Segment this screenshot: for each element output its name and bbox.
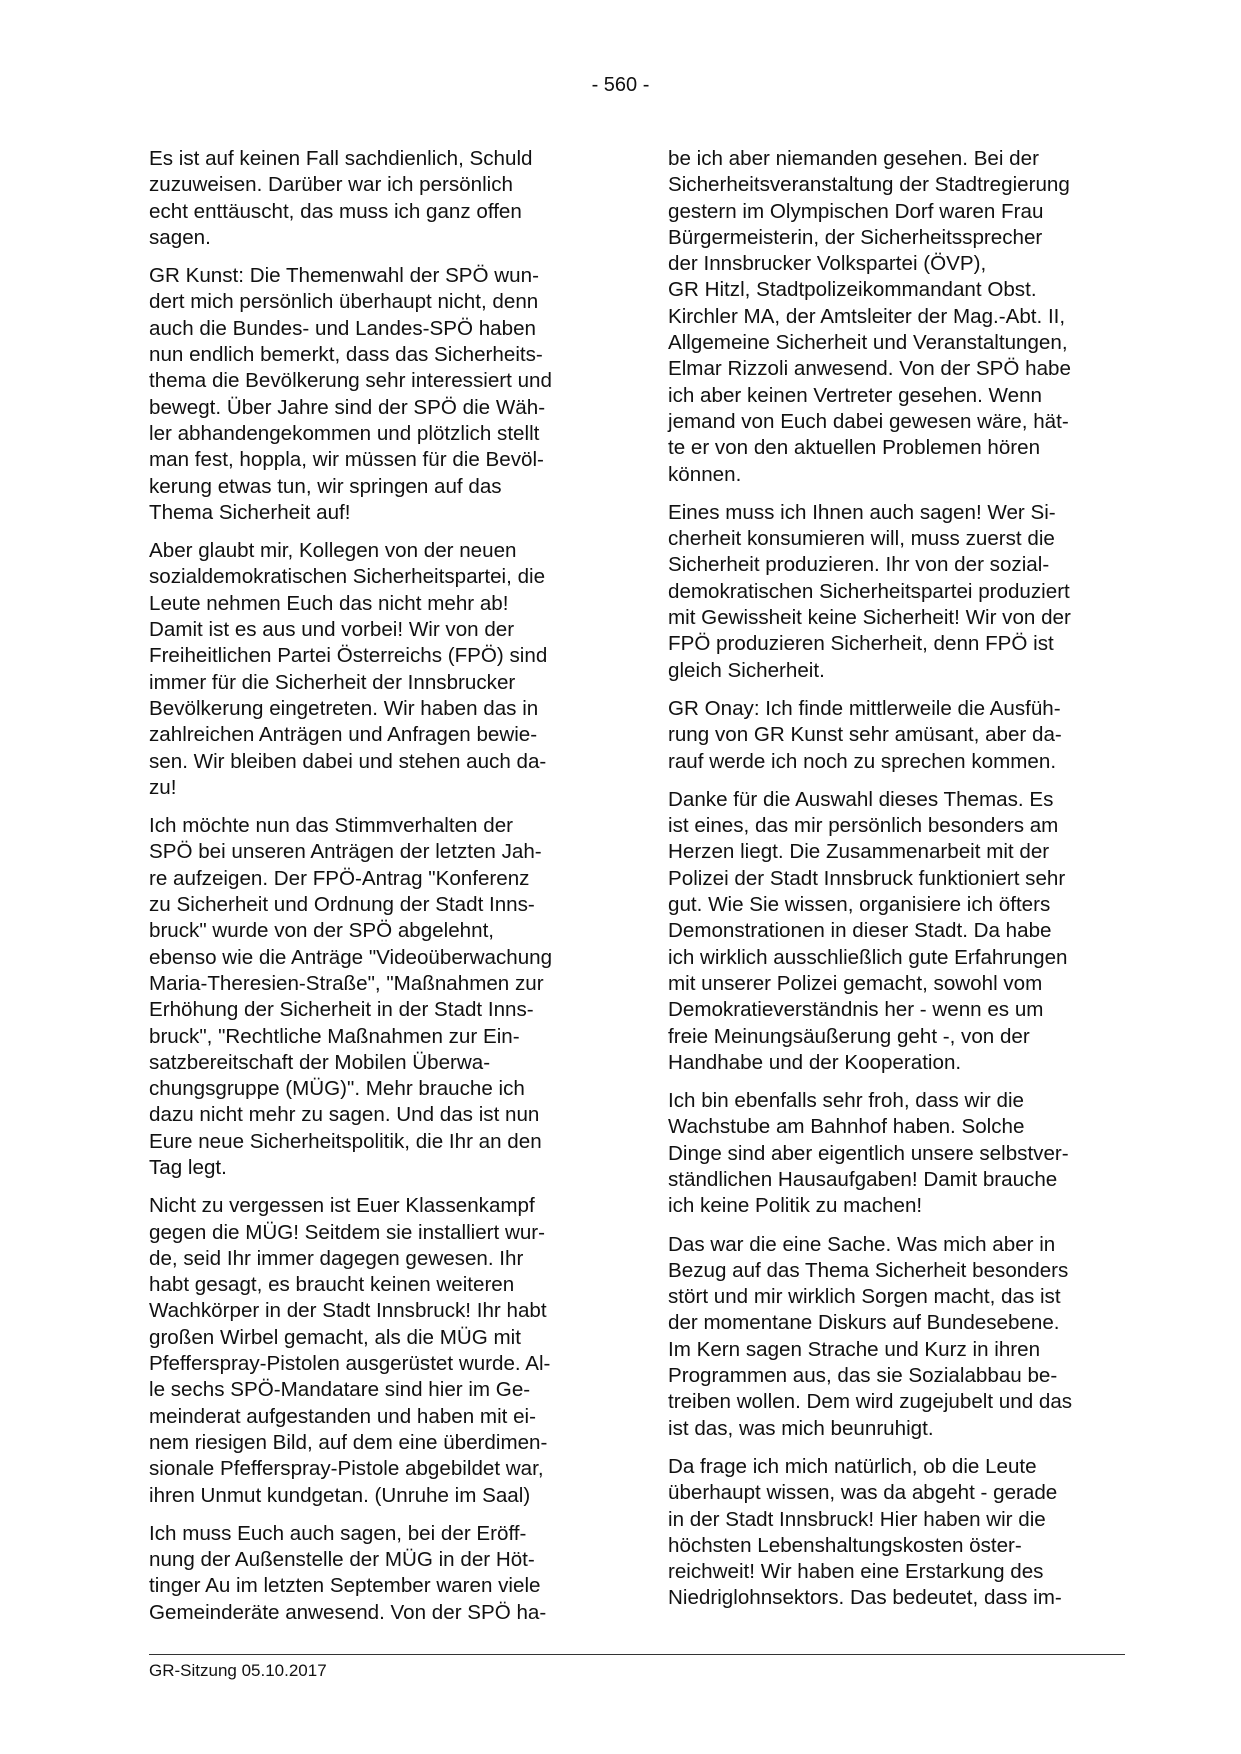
text-line: Sicherheitsveranstaltung der Stadtregierung — [668, 173, 1070, 197]
text-line: GR Onay: Ich finde mittlerweile die Ausfüh- — [668, 696, 1061, 720]
paragraph — [668, 696, 1124, 775]
text-line: Erhöhung der Sicherheit in der Stadt Inns- — [149, 998, 534, 1022]
text-line: Demonstrationen in dieser Stadt. Da habe — [668, 919, 1052, 943]
page-number: - 560 - — [591, 74, 650, 96]
text-line: Leute nehmen Euch das nicht mehr ab! — [149, 591, 509, 615]
text-line: nem riesigen Bild, auf dem eine überdimen- — [149, 1430, 548, 1454]
paragraph — [668, 1232, 1124, 1442]
text-line: stört und mir wirklich Sorgen macht, das ist — [668, 1285, 1061, 1309]
text-line: zuzuweisen. Darüber war ich persönlich — [149, 173, 513, 197]
text-line: meinderat aufgestanden und haben mit ei- — [149, 1404, 536, 1428]
text-line: sagen. — [149, 225, 211, 249]
text-line: de, seid Ihr immer dagegen gewesen. Ihr — [149, 1246, 524, 1270]
text-line: Allgemeine Sicherheit und Veranstaltungen, — [668, 331, 1068, 355]
paragraph — [149, 813, 603, 1181]
text-line: der momentane Diskurs auf Bundesebene. — [668, 1311, 1060, 1335]
paragraph — [668, 787, 1124, 1076]
text-line: SPÖ bei unseren Anträgen der letzten Jah- — [149, 840, 542, 864]
text-line: treiben wollen. Dem wird zugejubelt und das — [668, 1390, 1073, 1414]
text-line: ständlichen Hausaufgaben! Damit brauche — [668, 1167, 1058, 1191]
paragraph — [668, 500, 1124, 684]
text-line: bewegt. Über Jahre sind der SPÖ die Wäh- — [149, 395, 546, 419]
text-line: höchsten Lebenshaltungskosten öster- — [668, 1533, 1022, 1557]
text-line: Bevölkerung eingetreten. Wir haben das in — [149, 696, 539, 720]
text-line: Wachkörper in der Stadt Innsbruck! Ihr habt — [149, 1299, 547, 1323]
text-line: ich keine Politik zu machen! — [668, 1194, 923, 1218]
text-line: freie Meinungsäußerung geht -, von der — [668, 1024, 1030, 1048]
text-line: Freiheitlichen Partei Österreichs (FPÖ) sind — [149, 644, 548, 668]
text-line: gut. Wie Sie wissen, organisiere ich öfters — [668, 893, 1051, 917]
paragraph — [149, 263, 603, 526]
text-line: sionale Pfefferspray-Pistole abgebildet war, — [149, 1457, 544, 1481]
text-line: kerung etwas tun, wir springen auf das — [149, 474, 502, 498]
text-line: tinger Au im letzten September waren viele — [149, 1574, 541, 1598]
text-line: nun endlich bemerkt, dass das Sicherheits- — [149, 343, 543, 367]
paragraph — [149, 1193, 603, 1509]
text-line: thema die Bevölkerung sehr interessiert und — [149, 369, 552, 393]
text-line: Dinge sind aber eigentlich unsere selbstver- — [668, 1141, 1069, 1165]
text-line: Aber glaubt mir, Kollegen von der neuen — [149, 539, 517, 563]
paragraph — [668, 1454, 1124, 1612]
text-line: ebenso wie die Anträge "Videoüberwachung — [149, 945, 553, 969]
text-line: Sicherheit produzieren. Ihr von der sozial- — [668, 553, 1050, 577]
text-line: habt gesagt, es braucht keinen weiteren — [149, 1273, 515, 1297]
text-line: Eure neue Sicherheitspolitik, die Ihr an den — [149, 1129, 542, 1153]
text-line: Maria-Theresien-Straße", "Maßnahmen zur — [149, 971, 544, 995]
text-line: re aufzeigen. Der FPÖ-Antrag "Konferenz — [149, 866, 530, 890]
paragraph — [149, 1521, 603, 1626]
text-line: gestern im Olympischen Dorf waren Frau — [668, 199, 1044, 223]
text-line: auch die Bundes- und Landes-SPÖ haben — [149, 316, 536, 340]
text-line: Demokratieverständnis her - wenn es um — [668, 998, 1044, 1022]
text-line: mit Gewissheit keine Sicherheit! Wir von der — [668, 606, 1071, 630]
text-line: überhaupt wissen, was da abgeht - gerade — [668, 1481, 1058, 1505]
text-line: Es ist auf keinen Fall sachdienlich, Schuld — [149, 147, 533, 170]
text-line: Ich muss Euch auch sagen, bei der Eröff- — [149, 1521, 527, 1545]
text-line: Bürgermeisterin, der Sicherheitssprecher — [668, 225, 1043, 249]
text-line: cherheit konsumieren will, muss zuerst die — [668, 527, 1055, 551]
text-line: immer für die Sicherheit der Innsbrucker — [149, 670, 516, 694]
text-line: satzbereitschaft der Mobilen Überwa- — [149, 1050, 491, 1074]
text-line: ist eines, das mir persönlich besonders am — [668, 814, 1059, 838]
text-line: Gemeinderäte anwesend. Von der SPÖ ha- — [149, 1600, 547, 1624]
right-column — [668, 146, 1124, 1624]
text-line: zu! — [149, 775, 177, 799]
text-line: ich aber keinen Vertreter gesehen. Wenn — [668, 383, 1042, 407]
text-line: Nicht zu vergessen ist Euer Klassenkampf — [149, 1194, 535, 1218]
text-line: Thema Sicherheit auf! — [149, 500, 351, 524]
text-line: Ich möchte nun das Stimmverhalten der — [149, 814, 514, 838]
text-line: sozialdemokratischen Sicherheitspartei, die — [149, 565, 546, 589]
text-line: großen Wirbel gemacht, als die MÜG mit — [149, 1325, 521, 1349]
text-line: GR Hitzl, Stadtpolizeikommandant Obst. — [668, 278, 1037, 302]
text-line: Pfefferspray-Pistolen ausgerüstet wurde. Al- — [149, 1352, 551, 1376]
paragraph — [668, 1088, 1124, 1219]
text-line: ihren Unmut kundgetan. (Unruhe im Saal) — [149, 1483, 531, 1507]
text-line: Handhabe und der Kooperation. — [668, 1050, 962, 1074]
text-line: Das war die eine Sache. Was mich aber in — [668, 1232, 1056, 1256]
text-line: Wachstube am Bahnhof haben. Solche — [668, 1115, 1025, 1139]
text-line: ist das, was mich beunruhigt. — [668, 1416, 934, 1440]
left-column — [149, 146, 603, 1638]
text-line: rauf werde ich noch zu sprechen kommen. — [668, 749, 1057, 773]
text-line: gleich Sicherheit. — [668, 658, 825, 682]
text-line: demokratischen Sicherheitspartei produziert — [668, 579, 1070, 603]
text-line: bruck" wurde von der SPÖ abgelehnt, — [149, 919, 495, 943]
paragraph — [149, 146, 603, 251]
text-line: Elmar Rizzoli anwesend. Von der SPÖ habe — [668, 357, 1071, 381]
text-line: te er von den aktuellen Problemen hören — [668, 436, 1041, 460]
text-line: chungsgruppe (MÜG)". Mehr brauche ich — [149, 1077, 525, 1101]
text-line: der Innsbrucker Volkspartei (ÖVP), — [668, 252, 987, 276]
text-line: Im Kern sagen Strache und Kurz in ihren — [668, 1337, 1041, 1361]
footer-session-date: GR-Sitzung 05.10.2017 — [149, 1661, 327, 1680]
text-line: rung von GR Kunst sehr amüsant, aber da- — [668, 723, 1062, 747]
text-line: mit unserer Polizei gemacht, sowohl vom — [668, 971, 1043, 995]
text-line: Programmen aus, das sie Sozialabbau be- — [668, 1364, 1058, 1388]
text-line: nung der Außenstelle der MÜG in der Höt- — [149, 1548, 535, 1572]
text-line: jemand von Euch dabei gewesen wäre, hät- — [668, 409, 1069, 433]
text-line: Tag legt. — [149, 1155, 227, 1179]
text-line: gegen die MÜG! Seitdem sie installiert wur- — [149, 1220, 546, 1244]
text-line: dert mich persönlich überhaupt nicht, denn — [149, 290, 539, 314]
text-line: zu Sicherheit und Ordnung der Stadt Inns- — [149, 893, 535, 917]
text-line: le sechs SPÖ-Mandatare sind hier im Ge- — [149, 1378, 531, 1402]
text-line: bruck", "Rechtliche Maßnahmen zur Ein- — [149, 1024, 520, 1048]
paragraph — [149, 538, 603, 801]
text-line: Ich bin ebenfalls sehr froh, dass wir die — [668, 1089, 1024, 1113]
text-line: sen. Wir bleiben dabei und stehen auch da- — [149, 749, 547, 773]
text-line: ler abhandengekommen und plötzlich stellt — [149, 421, 540, 445]
text-line: ich wirklich ausschließlich gute Erfahrungen — [668, 945, 1068, 969]
text-line: zahlreichen Anträgen und Anfragen bewie- — [149, 723, 538, 747]
text-line: in der Stadt Innsbruck! Hier haben wir die — [668, 1507, 1046, 1531]
text-line: Niedriglohnsektors. Das bedeutet, dass im- — [668, 1586, 1062, 1610]
text-line: können. — [668, 462, 742, 486]
text-line: Bezug auf das Thema Sicherheit besonders — [668, 1258, 1069, 1282]
text-line: Polizei der Stadt Innsbruck funktioniert sehr — [668, 866, 1066, 890]
text-line: GR Kunst: Die Themenwahl der SPÖ wun- — [149, 264, 539, 288]
text-line: Danke für die Auswahl dieses Themas. Es — [668, 787, 1054, 811]
text-line: echt enttäuscht, das muss ich ganz offen — [149, 199, 522, 223]
text-line: Kirchler MA, der Amtsleiter der Mag.-Abt. II, — [668, 304, 1066, 328]
text-line: Da frage ich mich natürlich, ob die Leute — [668, 1454, 1037, 1478]
text-line: reichweit! Wir haben eine Erstarkung des — [668, 1560, 1044, 1584]
text-line: FPÖ produzieren Sicherheit, denn FPÖ ist — [668, 632, 1054, 656]
text-line: Damit ist es aus und vorbei! Wir von der — [149, 618, 515, 642]
paragraph — [668, 146, 1124, 488]
text-line: man fest, hoppla, wir müssen für die Bevöl- — [149, 448, 544, 472]
text-line: Herzen liegt. Die Zusammenarbeit mit der — [668, 840, 1050, 864]
text-line: be ich aber niemanden gesehen. Bei der — [668, 147, 1039, 170]
footer-divider — [149, 1654, 1125, 1655]
text-line: Eines muss ich Ihnen auch sagen! Wer Si- — [668, 500, 1056, 524]
text-line: dazu nicht mehr zu sagen. Und das ist nun — [149, 1103, 540, 1127]
